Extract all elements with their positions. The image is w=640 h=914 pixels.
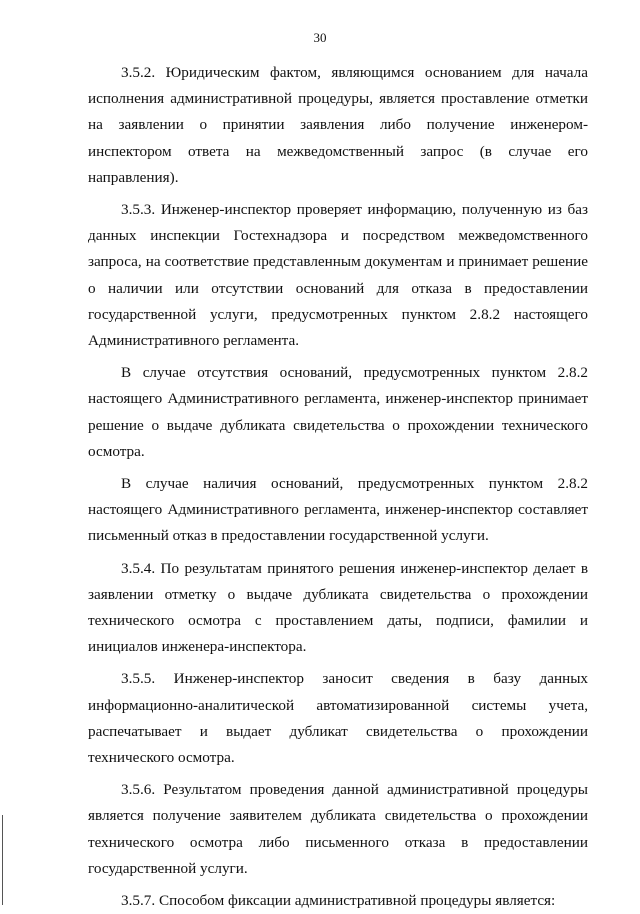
paragraph-3-5-7: 3.5.7. Способом фиксации административной процедуры является: [121, 892, 556, 910]
paragraph-3-5-2: 3.5.2. Юридическим фактом, являющимся основанием для начала исполнения административной процедуры, является проставление отметки на заявлении о принятии заявления либо получение инженером-инспектором ответа на межведомственный запрос (в случае его направления). [88, 64, 588, 186]
paragraph-3-5-6: 3.5.6. Результатом проведения данной административной процедуры является получение заявителем дубликата свидетельства о прохождении технического осмотра либо письменного отказа в предоставлении государственной услуги. [88, 781, 588, 877]
paragraph-no-grounds: В случае отсутствия оснований, предусмотренных пунктом 2.8.2 настоящего Административного регламента, инженер-инспектор принимает решение о выдаче дубликата свидетельства о прохождении технического осмотра. [88, 364, 588, 460]
page-number: 30 [313, 30, 327, 45]
scan-edge-line [2, 815, 3, 905]
document-body [88, 60, 588, 914]
paragraph-3-5-4: 3.5.4. По результатам принятого решения инженер-инспектор делает в заявлении отметку о выдаче дубликата свидетельства о прохождении технического осмотра с проставлением даты, подписи, фамилии и инициалов инженера-инспектора. [88, 559, 588, 656]
paragraph-3-5-3: 3.5.3. Инженер-инспектор проверяет информацию, полученную из баз данных инспекции Гостехнадзора и посредством межведомственного запроса, на соответствие представленным документам и принимает решение о наличии или отсутствии оснований для отказа в предоставлении государственной услуги, предусмотренных пунктом 2.8.2 настоящего Административного регламента. [88, 201, 588, 350]
paragraph-grounds-present: В случае наличия оснований, предусмотренных пунктом 2.8.2 настоящего Административного регламента, инженер-инспектор составляет письменный отказ в предоставлении государственной услуги. [88, 475, 588, 545]
paragraph-3-5-5: 3.5.5. Инженер-инспектор заносит сведения в базу данных информационно-аналитической автоматизированной системы учета, распечатывает и выдает дубликат свидетельства о прохождении технического осмотра. [88, 670, 588, 767]
